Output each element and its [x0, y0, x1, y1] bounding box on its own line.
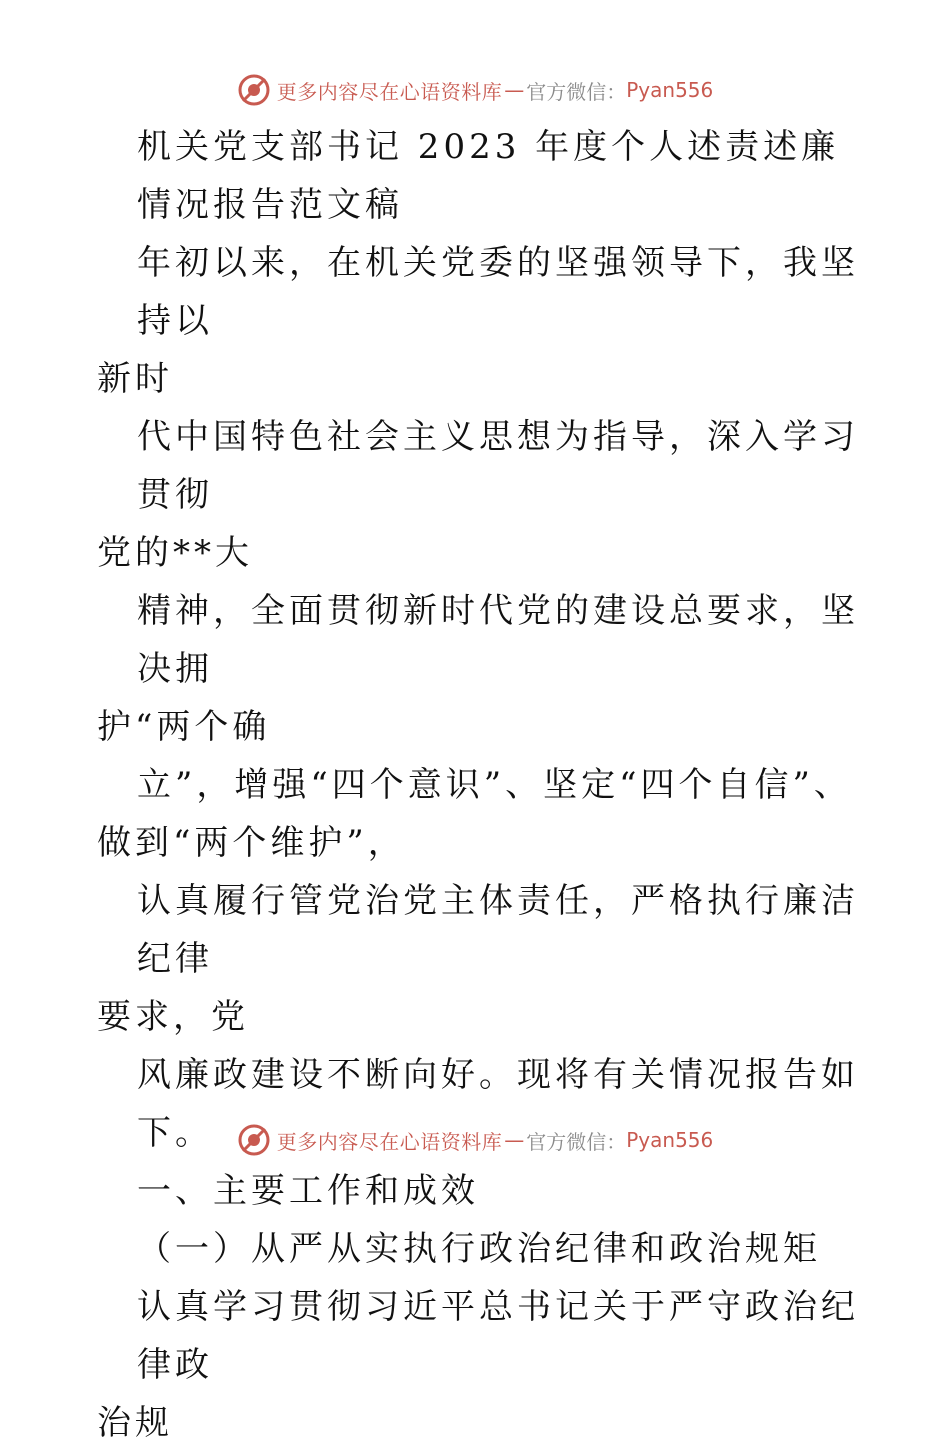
banner-handle: Pyan556 — [626, 78, 714, 102]
section-heading: 一、主要工作和成效 — [137, 1171, 479, 1211]
paragraph-line: 要求，党 — [97, 997, 249, 1037]
subsection-heading: （一）从严从实执行政治纪律和政治规矩 — [137, 1229, 821, 1269]
paragraph-line: 治规 — [97, 1403, 173, 1443]
banner-handle: Pyan556 — [626, 1128, 714, 1152]
document-body — [97, 118, 867, 1452]
paragraph-line: 精神，全面贯彻新时代党的建设总要求，坚决拥 — [137, 591, 859, 689]
pen-seal-icon — [237, 1123, 271, 1157]
paragraph-line: 党的**大 — [97, 533, 253, 573]
footer-watermark — [0, 1120, 950, 1160]
doc-title-line-2: 情况报告范文稿 — [137, 185, 403, 225]
paragraph-line: 风廉政建设不断向好。现将有关情况报告如下。 — [137, 1055, 859, 1153]
banner-site-text: 更多内容尽在心语资料库 — [276, 1129, 503, 1154]
paragraph-line: 立”，增强“四个意识”、坚定“四个自信”、 — [137, 765, 852, 805]
banner-separator: — — [504, 78, 525, 102]
paragraph-line: 做到“两个维护”， — [97, 823, 406, 863]
paragraph-line: 代中国特色社会主义思想为指导，深入学习贯彻 — [137, 417, 859, 515]
banner-label: 官方微信： — [526, 1129, 627, 1154]
banner-separator: — — [504, 1128, 525, 1152]
header-watermark — [0, 70, 950, 110]
doc-title-line-1: 机关党支部书记 2023 年度个人述责述廉 — [137, 127, 840, 167]
pen-seal-icon — [237, 73, 271, 107]
paragraph-line: 认真学习贯彻习近平总书记关于严守政治纪律政 — [137, 1287, 859, 1385]
paragraph-line: 认真履行管党治党主体责任，严格执行廉洁纪律 — [137, 881, 859, 979]
banner-site-text: 更多内容尽在心语资料库 — [276, 79, 503, 104]
paragraph-line: 护“两个确 — [97, 707, 271, 747]
banner-label: 官方微信： — [526, 79, 627, 104]
paragraph-line: 年初以来，在机关党委的坚强领导下，我坚持以 — [137, 243, 859, 341]
paragraph-line: 新时 — [97, 359, 173, 399]
